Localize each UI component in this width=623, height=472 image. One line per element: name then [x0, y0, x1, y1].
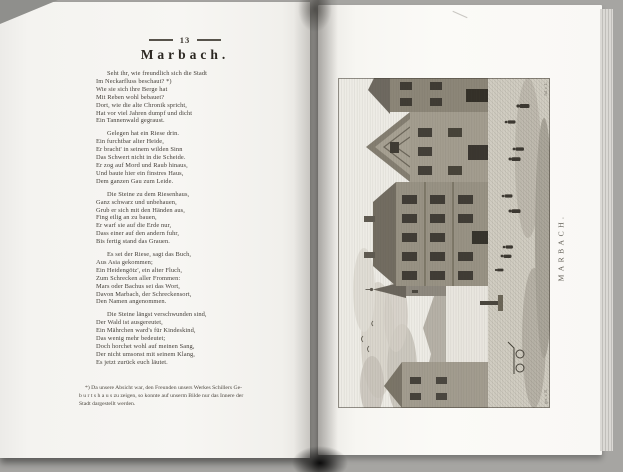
poem-line: Zum Schrecken aller Frommen:	[96, 274, 181, 282]
poem-body	[96, 70, 302, 372]
header-rule-left	[149, 39, 173, 41]
poem-title: Marbach.	[140, 47, 230, 62]
poem-line: Grub er sich mit den Händen aus,	[96, 206, 185, 214]
poem-line: Bis fertig stand das Grauen.	[96, 238, 170, 246]
poem-line: Dort, wie die alte Chronik spricht,	[96, 101, 187, 109]
page-number: 13	[179, 35, 191, 45]
poem-line: Den Namen angenommen.	[96, 298, 167, 306]
poem-line: Fing eilig an zu bauen,	[96, 214, 157, 222]
poem-line: Er warf sie auf die Erde nur,	[96, 222, 172, 230]
poem-line: Ein furchtbar alter Heide,	[96, 138, 164, 146]
poem-line: Wie sie sich ihre Berge hat	[96, 85, 168, 93]
poem-stanza	[96, 311, 302, 366]
footnote-line: Stadt dargestellt werden.	[79, 401, 136, 408]
poem-line: Und baute hier ein finstres Haus,	[96, 169, 184, 177]
poem-line: Seht ihr, wie freundlich sich die Stadt	[107, 70, 208, 77]
poem-line: Die Steine zu dem Riesenhaus,	[107, 190, 190, 198]
poem-line: Der nicht umsonst mit seinem Klang,	[96, 350, 195, 358]
marbach-engraving-svg	[338, 78, 550, 408]
poem-line: Es sei der Riese, sagt das Buch,	[107, 251, 192, 259]
poem-stanza	[96, 191, 302, 246]
poem-line: Ein Tannenwald gegraust.	[96, 117, 165, 125]
poem-line: Hat vor viel Jahren dumpf und dicht	[96, 109, 193, 117]
poem-stanza	[96, 251, 302, 306]
poem-line: Ein Heidengötz', ein alter Fluch,	[96, 266, 183, 274]
poem-line: Das Schwert nicht in die Scheide.	[96, 154, 186, 162]
poem-line: Mars oder Bachus sei das Wort,	[96, 282, 181, 290]
poem-line: Davon Marbach, der Schreckensort,	[96, 290, 192, 298]
poem-line: Im Neckarfluss beschaut? *)	[96, 77, 172, 85]
page-stack-edge	[600, 9, 613, 451]
poem-line: Es jetzt zurück euch läutet.	[96, 358, 168, 366]
marbach-engraving-rotated	[338, 78, 550, 408]
engraver-credit-right: Jul. v. L.	[543, 82, 548, 96]
footnote	[79, 384, 312, 408]
poem-line: Die Steine längst verschwunden sind,	[107, 311, 207, 319]
poem-line: Das wenig mehr bedeutet;	[96, 335, 166, 343]
running-head	[70, 35, 300, 45]
poem-line: Er zog auf Mord und Raub hinaus,	[96, 161, 188, 169]
poem-line: Ein Mährchen ward's für Kindeskind,	[96, 327, 196, 335]
poem-line: Er bracht' in seinem wilden Sinn	[96, 146, 183, 154]
street-hatch	[488, 78, 550, 408]
engraver-credit-left: gez. v. B.	[543, 389, 548, 404]
footnote-line: *) Da unsere Absicht war, den Freunden unsers Werkes Schillers Ge-	[85, 385, 242, 391]
footnote-line: b u r t s h a u s zu zeigen, so konnte auf unserm Bilde nur das Innere der	[79, 393, 244, 400]
poem-stanza	[96, 130, 302, 185]
engraving-caption: MARBACH.	[556, 213, 566, 282]
poem-line: Gelegen hat ein Riese drin.	[107, 130, 180, 138]
poem-line: Mit Reben wohl bebauet?	[96, 93, 165, 101]
poem-line: Der Wald ist ausgereutet,	[96, 319, 163, 327]
poem-line: Doch horchet wohl auf meinen Sang,	[96, 343, 195, 350]
marbach-engraving-plate	[338, 78, 550, 408]
poem-line: Ganz schwarz und unbehauen,	[96, 198, 177, 206]
poem-line: Dem ganzen Gau zum Leide.	[96, 177, 174, 185]
poem-line: Aus Asia gekommen;	[96, 258, 153, 266]
poem-stanza	[96, 70, 302, 125]
header-rule-right	[197, 39, 221, 41]
poem-line: Dass einer auf den andern fuhr,	[96, 230, 180, 238]
